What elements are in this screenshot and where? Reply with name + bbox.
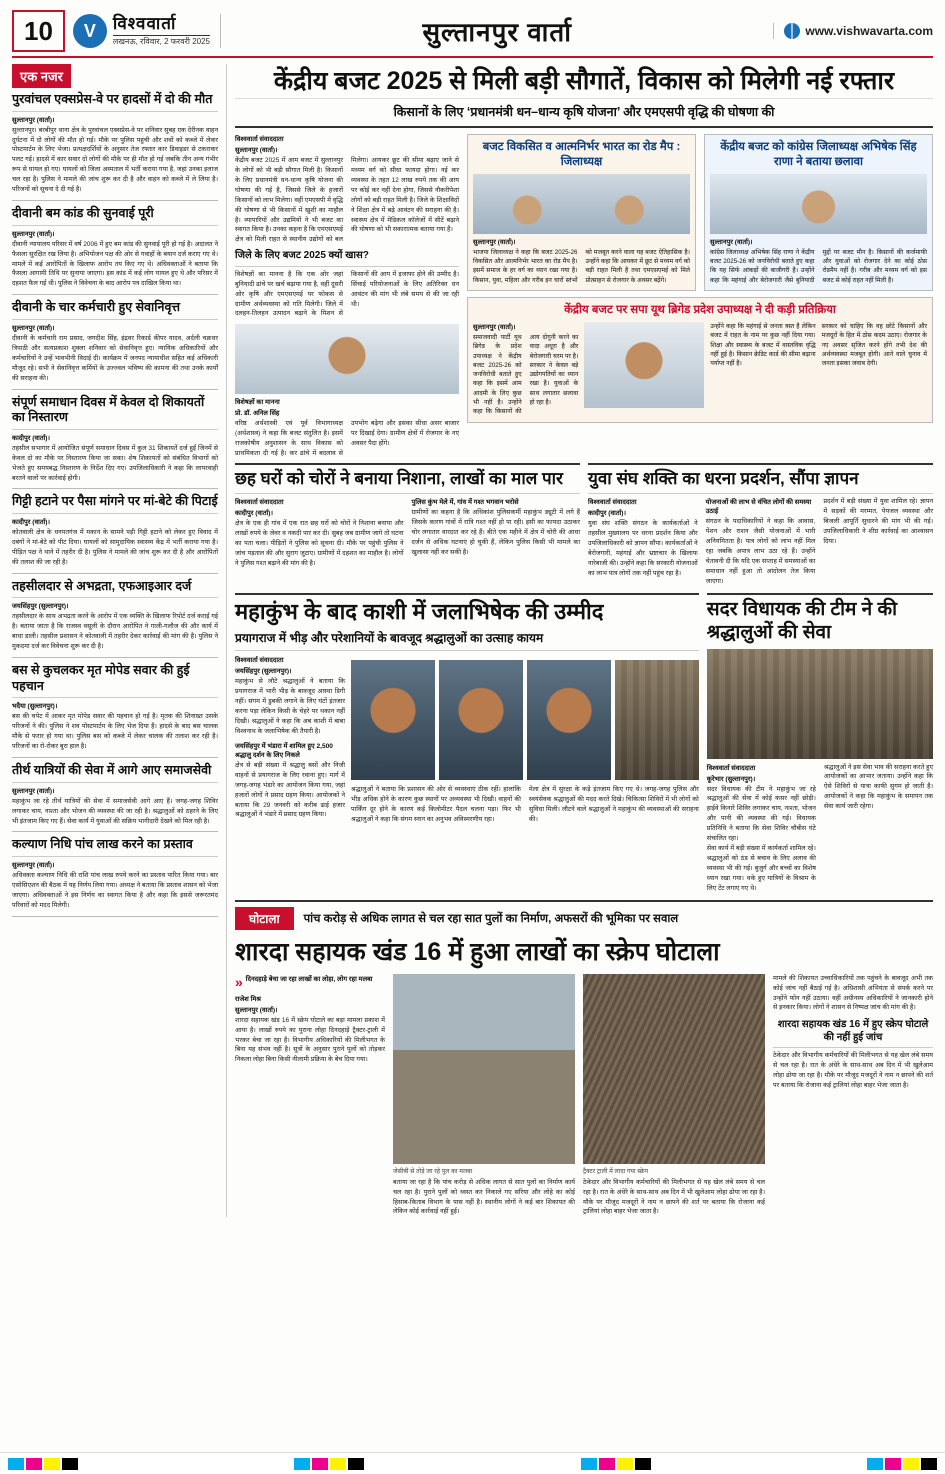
sidebar-item-title: गिट्टी हटाने पर पैसा मांगने पर मां-बेटे की पिटाई (12, 494, 218, 514)
article-body-3: प्रदर्शन में बड़ी संख्या में युवा शामिल रहे। ज्ञापन में सड़कों की मरम्मत, पेयजल व्यवस्था और बिजली आपूर्ति सुधारने की मांग भी की गई। उपजिलाधिकारी ने शीघ्र कार्रवाई का आश्वासन दिया। (823, 498, 934, 546)
byline: सुल्तानपुर (वार्ता)। (12, 787, 55, 795)
dateline: कूरेभार (सुल्तानपुर)। (706, 775, 756, 783)
card-sapa[interactable] (467, 297, 933, 423)
scam-kicker-row (235, 900, 933, 930)
page-number: 10 (12, 10, 65, 52)
byline: सुल्तानपुर (वार्ता)। (12, 324, 55, 332)
list-item[interactable] (12, 92, 218, 201)
sidebar-item-title: दीवानी बम कांड की सुनवाई पूरी (12, 206, 218, 226)
card-photo (584, 322, 704, 408)
article-body-2: संगठन के पदाधिकारियों ने कहा कि आवास, पेंशन और राशन जैसी योजनाओं में भारी अनियमितता है। पात्र लोगों को लाभ नहीं मिल रहा जबकि अपात्र लाभ उठा रहे हैं। उन्होंने चेतावनी दी कि यदि एक सप्ताह में समस्याओं का समाधान नहीं हुआ तो आंदोलन तेज किया जाएगा। (705, 518, 816, 586)
cmyk-swatch-magenta (599, 1458, 615, 1470)
sidebar-label: एक नजर (12, 64, 71, 88)
section-title: सुल्तानपुर वार्ता (422, 17, 572, 47)
article-body: महाकुंभ से लौटे श्रद्धालुओं ने बताया कि प्रयागराज में भारी भीड़ के बावजूद आस्था डिगी नहीं। संगम में डुबकी लगाने के लिए घंटों इंतजार करना पड़ा लेकिन किसी के चेहरे पर थकान नहीं दिखी। श्रद्धालुओं ने कहा कि अब काशी में बाबा विश्वनाथ के जलाभिषेक की तैयारी है। (235, 678, 345, 735)
website-url: www.vishwavarta.com (805, 24, 933, 38)
status-badge: घोटाला (235, 907, 294, 930)
photo-scrap-trolley (583, 974, 765, 1164)
website-link[interactable] (773, 23, 933, 39)
card-body-3: सरकार को चाहिए कि वह छोटे किसानों और मजदूरों के हित में ठोस कदम उठाए। रोजगार के नए अवसर सृजित करने होंगे तभी देश की अर्थव्यवस्था मजबूत होगी। आने वाले चुनाव में जनता इसका जवाब देगी। (821, 323, 927, 368)
card-congress[interactable] (704, 134, 933, 291)
article-body: कोतवाली क्षेत्र के धनपतगंज में मकान के सामने पड़ी गिट्टी हटाने को लेकर हुए विवाद में दबंगों ने मां-बेटे को पीट दिया। घायलों को सामुदायिक स्वास्थ्य केंद्र में भर्ती कराया गया है। पीड़ित पक्ष ने थाने में तहरीर दी है। पुलिस ने मामले की जांच शुरू कर दी है और आरोपितों की तलाश की जा रही है। (12, 529, 218, 566)
sidebar-item-title: संपूर्ण समाधान दिवस में केवल दो शिकायतों का निस्तारण (12, 395, 218, 430)
cmyk-swatch-yellow (44, 1458, 60, 1470)
column-divider (226, 64, 227, 1217)
cmyk-swatch-cyan (294, 1458, 310, 1470)
article-body-2: ग्रामीणों का कहना है कि अधिकांश पुलिसकर्मी महाकुंभ ड्यूटी में लगे हैं जिसके कारण गांवों में रात्रि गश्त नहीं हो पा रही। इसी का फायदा उठाकर चोर लगातार वारदात कर रहे हैं। बीते एक महीने में क्षेत्र में चोरी की आधा दर्जन से अधिक घटनाएं हो चुकी हैं, लेकिन पुलिस किसी भी मामले का खुलासा नहीं कर सकी है। (411, 509, 580, 557)
article-body: शारदा सहायक खंड 16 में स्क्रेप घोटाले का बड़ा मामला प्रकाश में आया है। लाखों रुपये का पुराना लोहा दिनदहाड़े ट्रैक्टर-ट्राली में भरकर बेचा जा रहा है। विभागीय अधिकारियों की मिलीभगत के बिना यह संभव नहीं है। सूत्रों के अनुसार पुराने पुलों को तोड़कर निकला लोहा बिना किसी नीलामी प्रक्रिया के बेच दिया गया। (235, 1016, 385, 1064)
byline: विश्ववार्ता संवाददाता (235, 657, 284, 665)
cmyk-swatch-yellow (903, 1458, 919, 1470)
scam-subhead: शारदा सहायक खंड 16 में हुए स्क्रेप घोटाले की नहीं हुई जांच (773, 1019, 933, 1048)
story-headline: युवा संघ शक्ति का धरना प्रदर्शन, सौंपा ज्ञापन (588, 463, 933, 494)
cmyk-swatch-magenta (26, 1458, 42, 1470)
card-body-2: उन्होंने कहा कि महंगाई से जनता त्रस्त है लेकिन बजट में राहत के नाम पर कुछ नहीं दिया गया। शिक्षा और स्वास्थ्य के बजट में वास्तविक वृद्धि नहीं हुई है। किसान क्रेडिट कार्ड की सीमा बढ़ाना पर्याप्त नहीं है। (710, 323, 816, 368)
byline: विश्ववार्ता संवाददाता (588, 499, 637, 507)
story-subhead: जयसिंहपुर में भंडारा में शामिल हुए 2,500 श्रद्धालु दर्शन के लिए निकले (235, 742, 333, 759)
dateline: सुल्तानपुर (वार्ता)। (710, 238, 753, 246)
list-item[interactable] (12, 579, 218, 658)
logo-icon: V (73, 14, 107, 48)
quote-icon: » (235, 973, 243, 990)
cmyk-swatch-cyan (867, 1458, 883, 1470)
dateline: सुल्तानपुर (वार्ता)। (235, 147, 278, 154)
article-body-4: मेला क्षेत्र में सुरक्षा के कड़े इंतजाम किए गए थे। जगह-जगह पुलिस और स्वयंसेवक श्रद्धालुओं की मदद करते दिखे। चिकित्सा शिविरों में भी लोगों को सुविधा मिली। लौटने वाले श्रद्धालुओं ने महाकुंभ की व्यवस्थाओं की सराहना की। (528, 786, 699, 824)
article-body-2: बताया जा रहा है कि पांच करोड़ से अधिक लागत से सात पुलों का निर्माण कार्य चल रहा है। पुराने पुलों को ध्वस्त कर निकाले गए सरिया और लोहे का कोई हिसाब-किताब विभाग के पास नहीं है। स्थानीय लोगों ने कई बार शिकायत की लेकिन कोई कार्रवाई नहीं हुई। (393, 1178, 575, 1216)
sidebar-item-title: तीर्थ यात्रियों की सेवा में आगे आए समाजसेवी (12, 763, 218, 783)
mid-stories-row (235, 459, 933, 587)
story-subhead: पुलिस कुंभ मेले में, गांव में गश्त भगवान भरोसे (411, 499, 519, 507)
article-body: युवा संघ शक्ति संगठन के कार्यकर्ताओं ने तहसील मुख्यालय पर धरना प्रदर्शन किया और उपजिलाधिकारी को ज्ञापन सौंपा। कार्यकर्ताओं ने बेरोजगारी, महंगाई और भ्रष्टाचार के खिलाफ नारेबाजी की। उन्होंने कहा कि सरकारी योजनाओं का लाभ पात्र लोगों तक नहीं पहुंच रहा है। (588, 520, 698, 578)
cmyk-swatch-cyan (8, 1458, 24, 1470)
list-item[interactable] (12, 494, 218, 573)
expert-photo (235, 324, 459, 394)
sidebar-item-title: पुरवांचल एक्सप्रेस-वे पर हादसों में दो की मौत (12, 92, 218, 112)
card-photo (473, 174, 690, 234)
story-headline: सदर विधायक की टीम ने की श्रद्धालुओं की सेवा (707, 593, 933, 649)
photo-caption: जेसीबी से तोड़े जा रहे पुल का मलबा (393, 1167, 473, 1175)
scam-standfirst: दिनदहाड़े बेचा जा रहा लाखों का लोहा, लोग रहा मलबा (245, 975, 373, 983)
article-body-3: श्रद्धालुओं ने इस सेवा भाव की सराहना करते हुए आयोजकों का आभार जताया। उन्होंने कहा कि ऐसे शिविरों से यात्रा काफी सुगम हो जाती है। आयोजकों ने कहा कि महाकुंभ के समापन तक सेवा कार्य जारी रहेगा। (823, 763, 934, 811)
byline: कादीपुर (वार्ता)। (12, 519, 50, 527)
main-content (235, 64, 933, 1217)
cmyk-registration-bar (0, 1452, 945, 1474)
masthead (12, 10, 933, 58)
card-title: बजट विकसित व आत्मनिर्भर भारत का रोड मैप : जिलाध्यक्ष (482, 141, 681, 168)
byline: विश्ववार्ता संवाददाता (235, 499, 284, 507)
lead-question-body: विशेषज्ञों का मानना है कि एक ओर जहां बुनियादी ढांचे पर खर्च बढ़ाया गया है, वहीं दूसरी ओर कृषि और एमएसएमई पर फोकस से ग्रामीण अर्थव्यवस्था को गति मिलेगी। जिले में दलहन-तिलहन उत्पादन बढ़ाने के मिशन से किसानों की आय में इजाफा होने की उम्मीद है। सिंचाई परियोजनाओं के लिए अतिरिक्त धन आवंटन की मांग भी लंबे समय से की जा रही थी। (235, 270, 459, 318)
byline: राजेश मिश्र (235, 995, 261, 1003)
lead-headline: केंद्रीय बजट 2025 से मिली बड़ी सौगातें, विकास को मिलेगी नई रफ्तार (235, 64, 933, 99)
story-sadar[interactable] (707, 593, 933, 894)
scam-headline: शारदा सहायक खंड 16 में हुआ लाखों का स्क्रेप घोटाला (235, 937, 720, 966)
dateline: जयसिंहपुर (सुल्तानपुर)। (235, 668, 292, 676)
reaction-cards (467, 134, 933, 459)
photo-sadar-team (707, 649, 933, 759)
story-subheadline: प्रयागराज में भीड़ और परेशानियों के बावजूद श्रद्धालुओं का उत्साह कायम (235, 629, 699, 651)
article-body-5: ठेकेदार और विभागीय कर्मचारियों की मिलीभगत से यह खेल लंबे समय से चल रहा है। रात के अंधेरे के साथ-साथ अब दिन में भी खुलेआम लोहा ढोया जा रहा है। मौके पर मौजूद मजदूरों ने नाम न छापने की शर्त पर बताया कि रोजाना कई ट्रालियां लोहा बाहर भेजा जाता है। (773, 1052, 933, 1090)
photo-bhandara (615, 660, 699, 780)
scam-kicker: पांच करोड़ से अधिक लागत से चल रहा सात पुलों का निर्माण, अफसरों की भूमिका पर सवाल (303, 912, 679, 925)
byline: विश्ववार्ता संवाददाता (235, 136, 284, 143)
cmyk-swatch-magenta (312, 1458, 328, 1470)
lead-question-title: जिले के लिए बजट 2025 क्यों खास? (235, 250, 459, 267)
sidebar-item-title: कल्याण निधि पांच लाख करने का प्रस्ताव (12, 837, 218, 857)
article-body-2: क्षेत्र से बड़ी संख्या में श्रद्धालु बसों और निजी वाहनों से प्रयागराज के लिए रवाना हुए। मार्ग में जगह-जगह भंडारे का आयोजन किया गया, जहां हजारों लोगों ने प्रसाद ग्रहण किया। आयोजकों ने बताया कि 29 जनवरी को करीब ढाई हजार श्रद्धालुओं ने भंडारे में प्रसाद ग्रहण किया। (235, 761, 345, 819)
article-body: दीवानी के कर्मचारी राम प्रसाद, जगदीश सिंह, इंद्रवर रिकार्ड कीपर यादव, अर्दली चक्रधर त्रिपाठी और सत्यप्रकाश शुक्ला शनिवार को सेवानिवृत्त हुए। न्यायिक अधिकारियों और कर्मचारियों ने उन्हें भावभीनी विदाई दी। कार्यक्रम में जनपद न्यायाधीश सहित कई अधिकारी मौजूद रहे। सभी ने सेवानिवृत्त कर्मियों के उज्ज्वल भविष्य की कामना की तथा उनके कार्यों की सराहना की। (12, 334, 218, 382)
cmyk-swatch-cyan (581, 1458, 597, 1470)
byline: सुल्तानपुर (वार्ता)। (12, 230, 55, 238)
lead-subheadline: किसानों के लिए ‘प्रधानमंत्री धन–धान्य कृषि योजना’ और एमएसपी वृद्धि की घोषणा की (235, 99, 933, 128)
story-theft[interactable] (235, 459, 580, 587)
cmyk-swatch-yellow (330, 1458, 346, 1470)
article-body: क्षेत्र के एक ही गांव में एक रात छह घरों को चोरों ने निशाना बनाया और लाखों रुपये के जेवर व नकदी पार कर दी। सुबह जब ग्रामीण जागे तो घटना का पता चला। पीड़ितों ने पुलिस को सूचना दी। मौके पर पहुंची पुलिस ने जांच पड़ताल की और सुराग जुटाए। ग्रामीणों में दहशत का माहौल है। लोगों ने पुलिस गश्त बढ़ाने की मांग की है। (235, 520, 404, 568)
photo-excavator (393, 974, 575, 1164)
expert-body: वरिष्ठ अर्थशास्त्री एवं पूर्व विभागाध्यक्ष (अर्थशास्त्र) ने कहा कि बजट संतुलित है। इसमें राजकोषीय अनुशासन के साथ विकास को प्राथमिकता दी गई है। कर ढांचे में बदलाव से उपभोग बढ़ेगा और इसका सीधा असर बाजार पर दिखाई देगा। ग्रामीण क्षेत्रों में रोजगार के नए अवसर पैदा होंगे। (235, 420, 459, 458)
card-body: समाजवादी पार्टी यूथ ब्रिगेड के प्रदेश उपाध्यक्ष ने केंद्रीय बजट 2025-26 को जनविरोधी बताते हुए कहा कि इसमें आम आदमी के लिए कुछ भी नहीं है। उन्होंने कहा कि किसानों की आय दोगुनी करने का वादा अधूरा है और बेरोजगारी चरम पर है। सरकार ने केवल बड़े उद्योगपतियों का ध्यान रखा है। युवाओं के साथ लगातार छलावा हो रहा है। (473, 334, 579, 416)
dateline: कादीपुर (वार्ता)। (235, 510, 273, 518)
cmyk-swatch-magenta (885, 1458, 901, 1470)
cmyk-swatch-black (921, 1458, 937, 1470)
card-photo (710, 174, 927, 234)
article-body: तहसीलदार के साथ अभद्रता करने के आरोप में एक व्यक्ति के खिलाफ रिपोर्ट दर्ज कराई गई है। बताया जाता है कि राजस्व वसूली के दौरान आरोपित ने गाली-गलौज की और कार्य में बाधा डाली। तहसील प्रशासन ने कोतवाली में तहरीर देकर कार्रवाई की मांग की है। पुलिस ने मुकदमा दर्ज कर विवेचना शुरू कर दी है। (12, 613, 218, 651)
byline: कादीपुर (वार्ता)। (12, 434, 50, 442)
cmyk-swatch-black (348, 1458, 364, 1470)
sidebar-ek-najar (12, 64, 218, 1217)
article-body: महाकुंभ जा रहे तीर्थ यात्रियों की सेवा में समाजसेवी आगे आए हैं। जगह-जगह शिविर लगाकर चाय, नाश्ता और भोजन की व्यवस्था की जा रही है। श्रद्धालुओं को ठहरने के लिए भी इंतजाम किए गए हैं। सेवा कार्य में युवाओं की सक्रिय भागीदारी देखने को मिल रही है। (12, 797, 218, 825)
expert-label: विशेषज्ञों का मानना (235, 399, 280, 407)
photo-devotee-1 (351, 660, 435, 780)
dateline: सुल्तानपुर (वार्ता)। (473, 324, 516, 331)
dateline: कादीपुर (वार्ता)। (588, 510, 626, 518)
article-body: अधिवक्ता कल्याण निधि की राशि पांच लाख रुपये करने का प्रस्ताव पारित किया गया। बार एसोसिएशन की बैठक में यह निर्णय लिया गया। अध्यक्ष ने बताया कि प्रस्ताव शासन को भेजा जाएगा। अधिवक्ताओं ने इस निर्णय का स्वागत किया है और कहा कि इससे जरूरतमंद परिवारों को मदद मिलेगी। (12, 872, 218, 909)
article-body: केंद्रीय बजट 2025 में आम बजट में सुल्तानपुर के लोगों को भी बड़ी सौगात मिली है। किसानों के लिए प्रधानमंत्री धन-धान्य कृषि योजना की घोषणा की गई है, जिससे जिले के हजारों किसानों को लाभ मिलेगा। वहीं एमएसपी में वृद्धि की घोषणा से भी किसानों में खुशी का माहौल है। व्यापारियों और उद्यमियों ने भी बजट का स्वागत किया है। उनका कहना है कि एमएसएमई क्षेत्र को मिली राहत से स्थानीय उद्योगों को बल मिलेगा। आयकर छूट की सीमा बढ़ाए जाने से मध्यम वर्ग को सीधा फायदा होगा। नई कर व्यवस्था के तहत 12 लाख रुपये तक की आय पर कोई कर नहीं देना होगा, जिससे नौकरीपेशा लोगों को बड़ी राहत मिली है। जिले के शिक्षाविदों ने शिक्षा क्षेत्र में बढ़े आवंटन की सराहना की है। स्वास्थ्य क्षेत्र में मेडिकल कॉलेजों में सीटें बढ़ाने की घोषणा को भी सकारात्मक बताया गया है। (235, 157, 459, 244)
byline: सुल्तानपुर (वार्ता)। (12, 862, 55, 870)
article-body: तहसील सभागार में आयोजित संपूर्ण समाधान दिवस में कुल 31 शिकायतें दर्ज हुईं जिनमें से केवल दो का मौके पर निस्तारण किया जा सका। शेष शिकायतों को संबंधित विभागों को भेजते हुए समयबद्ध निस्तारण के निर्देश दिए गए। उपजिलाधिकारी ने कहा कि लापरवाही बरतने वालों पर कार्रवाई होगी। (12, 444, 218, 482)
card-title: केंद्रीय बजट पर सपा यूथ ब्रिगेड प्रदेश उपाध्यक्ष ने दी कड़ी प्रतिक्रिया (564, 304, 836, 317)
scam-body-row (235, 974, 933, 1218)
article-body: दीवानी न्यायालय परिसर में वर्ष 2006 में हुए बम कांड की सुनवाई पूरी हो गई है। अदालत ने फैसला सुरक्षित रख लिया है। अभियोजन पक्ष की ओर से गवाहों के बयान दर्ज कराए गए थे। मामले में कई आरोपितों के खिलाफ आरोप तय किए गए थे। अधिवक्ताओं ने बताया कि फैसला आगामी तिथि पर सुनाया जाएगा। इस कांड में कई लोग घायल हुए थे और परिसर में दहशत फैल गई थी। पुलिस ने विवेचना के बाद आरोप पत्र दाखिल किया था। (12, 240, 218, 288)
globe-icon (784, 23, 800, 39)
brand-block (73, 14, 221, 48)
byline: भदैया (सुल्तानपुर)। (12, 703, 58, 711)
lead-article-row (235, 134, 933, 459)
kashi-row (235, 593, 933, 894)
sidebar-item-title: दीवानी के चार कर्मचारी हुए सेवानिवृत्त (12, 300, 218, 320)
article-body-2: सेवा कार्य में बड़ी संख्या में कार्यकर्ता शामिल रहे। श्रद्धालुओं को ठंड से बचाव के लिए अलाव की व्यवस्था भी की गई। बुजुर्ग और बच्चों का विशेष ध्यान रखा गया। थके हुए यात्रियों के विश्राम के लिए टेंट लगाए गए थे। (706, 845, 816, 892)
dateline: सुल्तानपुर (वार्ता)। (473, 238, 516, 246)
story-headline: महाकुंभ के बाद काशी में जलाभिषेक की उम्मीद (235, 593, 699, 629)
photo-devotee-2 (439, 660, 523, 780)
article-body-3: ठेकेदार और विभागीय कर्मचारियों की मिलीभगत से यह खेल लंबे समय से चल रहा है। रात के अंधेरे के साथ-साथ अब दिन में भी खुलेआम लोहा ढोया जा रहा है। मौके पर मौजूद मजदूरों ने नाम न छापने की शर्त पर बताया कि रोजाना कई ट्रालियां लोहा बाहर भेजा जाता है। (583, 1178, 765, 1216)
list-item[interactable] (12, 300, 218, 389)
story-subhead: योजनाओं की लाभ से वंचित लोगों की समस्या उठाई (705, 499, 812, 516)
cmyk-swatch-black (62, 1458, 78, 1470)
article-body: सुल्तानपुर। बरबीपुर थाना क्षेत्र के पुरवांचल एक्सप्रेस-वे पर शनिवार सुबह एक देरीनक वाहन दुर्घटना में दो लोगों की मौत हो गई। मौके पर पुलिस पहुंची और शवों को कब्जे में लेकर पोस्टमार्टम के लिए भेजा। प्रत्यक्षदर्शियों के अनुसार तेज रफ्तार कार डिवाइडर से टकराकर पलट गई। हादसे में कार सवार दो लोगों की मौके पर ही मौत हो गई जबकि तीन अन्य गंभीर रूप से घायल हो गए। घायलों को जिला अस्पताल में भर्ती कराया गया है, जहां उनका इलाज चल रहा है। पुलिस ने मामले की जांच शुरू कर दी है और वाहन को कब्जे में ले लिया है। परिजनों को सूचना दे दी गई है। (12, 126, 218, 194)
list-item[interactable] (12, 663, 218, 758)
expert-name: प्रो. डॉ. अनिल सिंह (235, 410, 280, 418)
story-headline: छह घरों को चोरों ने बनाया निशाना, लाखों का माल पार (235, 463, 580, 494)
story-kashi[interactable] (235, 593, 699, 894)
sidebar-item-title: तहसीलदार से अभद्रता, एफआइआर दर्ज (12, 579, 218, 599)
byline: विश्ववार्ता संवाददाता (706, 764, 756, 772)
card-budget-roadmap[interactable] (467, 134, 696, 291)
brand-sub: लखनऊ, रविवार, 2 फरवरी 2025 (112, 36, 211, 46)
photo-devotee-3 (527, 660, 611, 780)
card-title: केंद्रीय बजट को कांग्रेस जिलाध्यक्ष अभिषेक सिंह राणा ने बताया छलावा (720, 141, 917, 168)
list-item[interactable] (12, 837, 218, 916)
list-item[interactable] (12, 206, 218, 295)
article-body: बस की चपेट में आकर मृत मोपेड सवार की पहचान हो गई है। मृतक की शिनाख्त उसके परिजनों ने की। पुलिस ने शव पोस्टमार्टम के लिए भेज दिया है। हादसे के बाद बस चालक मौके से फरार हो गया था। पुलिस बस को कब्जे में लेकर चालक की तलाश कर रही है। परिजनों का रो-रोकर बुरा हाल है। (12, 713, 218, 751)
article-body-3: श्रद्धालुओं ने बताया कि प्रशासन की ओर से व्यवस्थाएं ठीक रहीं। हालांकि भीड़ अधिक होने के कारण कुछ स्थानों पर अव्यवस्था भी दिखी। वाहनों की पार्किंग दूर होने के कारण कई किलोमीटर पैदल चलना पड़ा। फिर भी श्रद्धालुओं ने कहा कि संगम स्नान का अनुभव अविस्मरणीय रहा। (351, 786, 521, 824)
list-item[interactable] (12, 395, 218, 490)
article-body: सदर विधायक की टीम ने महाकुंभ जा रहे श्रद्धालुओं की सेवा में कोई कसर नहीं छोड़ी। हाईवे किनारे शिविर लगाकर चाय, नाश्ता, भोजन और पानी की व्यवस्था की गई। विधायक प्रतिनिधि ने बताया कि सेवा शिविर चौबीस घंटे संचालित रहा। (706, 785, 816, 843)
byline: सुल्तानपुर (वार्ता)। (12, 116, 55, 124)
story-yuva[interactable] (588, 459, 933, 587)
card-body: कांग्रेस जिलाध्यक्ष अभिषेक सिंह राणा ने केंद्रीय बजट 2025-26 को जनविरोधी बताते हुए कहा कि यह सिर्फ आंकड़ों की बाजीगरी है। उन्होंने कहा कि महंगाई और बेरोजगारी जैसे बुनियादी मुद्दों पर बजट मौन है। किसानों की कर्जमाफी और युवाओं को रोजगार देने का कोई ठोस रोडमैप नहीं है। गरीब और मध्यम वर्ग को इस बजट से कोई राहत नहीं मिली है। (710, 248, 927, 284)
article-body-4: मामले की शिकायत उच्चाधिकारियों तक पहुंचने के बावजूद अभी तक कोई जांच नहीं बैठाई गई है। अधिशासी अभियंता से संपर्क करने पर उन्होंने फोन नहीं उठाया। वहीं अधीनस्थ अधिकारियों ने जानकारी होने से इनकार किया। लोगों ने शासन से निष्पक्ष जांच की मांग की है। (773, 974, 933, 1012)
cmyk-swatch-yellow (617, 1458, 633, 1470)
list-item[interactable] (12, 763, 218, 832)
cmyk-swatch-black (635, 1458, 651, 1470)
sidebar-item-title: बस से कुचलकर मृत मोपेड सवार की हुई पहचान (12, 663, 218, 698)
card-body: भाजपा जिलाध्यक्ष ने कहा कि बजट 2025-26 विकसित और आत्मनिर्भर भारत का रोड मैप है। इसमें समाज के हर वर्ग का ध्यान रखा गया है। किसान, युवा, महिला और गरीब इन चारों स्तंभों को मजबूत करने वाला यह बजट ऐतिहासिक है। उन्होंने कहा कि आयकर में छूट से मध्यम वर्ग को बड़ी राहत मिली है तथा एमएसएमई को मिले प्रोत्साहन से रोजगार के अवसर बढ़ेंगे। (473, 248, 690, 284)
dateline: सुल्तानपुर (वार्ता)। (235, 1006, 278, 1014)
photo-caption: ट्रैक्टर ट्राली में लादा गया स्क्रेप (583, 1167, 648, 1175)
lead-text-column (235, 134, 459, 459)
brand-name: विश्ववार्ता (113, 15, 210, 36)
byline: जयसिंहपुर (सुल्तानपुर)। (12, 603, 69, 611)
